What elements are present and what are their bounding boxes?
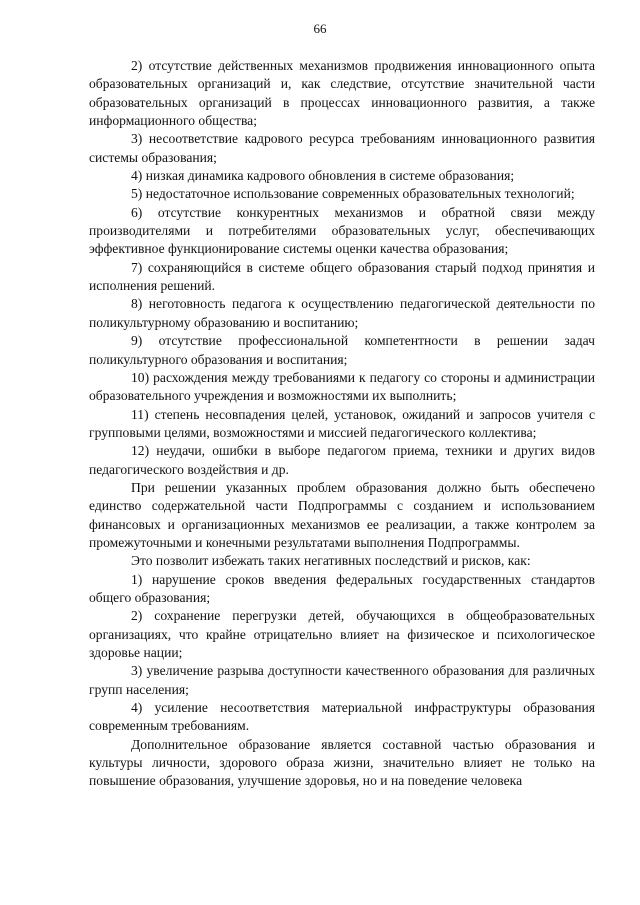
body-text bbox=[89, 57, 595, 791]
paragraph-item-4: 4) низкая динамика кадрового обновления в системе образования; bbox=[131, 168, 515, 184]
paragraph-item-10: 10) расхождения между требованиями к педагогу со стороны и администрации образовательного учреждения и возможностями их выполнить; bbox=[89, 369, 595, 404]
paragraph-item-3: 3) несоответствие кадрового ресурса требованиям инновационного развития системы образования; bbox=[89, 131, 595, 165]
risk-item-1: 1) нарушение сроков введения федеральных государственных стандартов общего образования; bbox=[89, 571, 595, 605]
paragraph-item-9: 9) отсутствие профессиональной компетентности в решении задач поликультурного образования и воспитания; bbox=[89, 333, 595, 367]
paragraph-item-11: 11) степень несовпадения целей, установок, ожиданий и запросов учителя с групповыми целями, возможностями и миссией педагогического коллектива; bbox=[89, 406, 595, 440]
paragraph-item-12: 12) неудачи, ошибки в выборе педагогом приема, техники и других видов педагогического воздействия и др. bbox=[89, 443, 595, 477]
paragraph-item-2: 2) отсутствие действенных механизмов продвижения инновационного опыта образовательных организаций и, как следствие, отсутствие значительной части образовательных организаций в процессах инновационного развития, а также информационного общества; bbox=[89, 58, 595, 129]
risk-item-3: 3) увеличение разрыва доступности качественного образования для различных групп населения; bbox=[89, 663, 595, 697]
paragraph-item-8: 8) неготовность педагога к осуществлению педагогической деятельности по поликультурному образованию и воспитанию; bbox=[89, 296, 595, 330]
risk-item-2: 2) сохранение перегрузки детей, обучающихся в общеобразовательных организациях, что крайне отрицательно влияет на физическое и психологическое здоровье нации; bbox=[89, 608, 595, 660]
page-number: 66 bbox=[313, 21, 327, 36]
paragraph-item-7: 7) сохраняющийся в системе общего образования старый подход принятия и исполнения решений. bbox=[89, 259, 595, 294]
paragraph-item-6: 6) отсутствие конкурентных механизмов и обратной связи между производителями и потребителями образовательных услуг, обеспечивающих эффективное функционирование системы оценки качества образования; bbox=[89, 204, 595, 257]
paragraph-risks-intro: Это позволит избежать таких негативных последствий и рисков, как: bbox=[131, 553, 531, 569]
paragraph-additional-education: Дополнительное образование является составной частью образования и культуры личности, здорового образа жизни, значительно влияет не только на повышение образования, улучшение здоровья, но и на поведение человека bbox=[89, 736, 595, 789]
paragraph-problem-solving: При решении указанных проблем образования должно быть обеспечено единство содержательной части Подпрограммы с созданием и использованием финансовых и организационных механизмов ее реализации, а также контролем за промежуточными и конечными результатами выполнения Подпрограммы. bbox=[89, 479, 595, 550]
risk-item-4: 4) усиление несоответствия материальной инфраструктуры образования современным требованиям. bbox=[89, 700, 595, 734]
paragraph-item-5: 5) недостаточное использование современных образовательных технологий; bbox=[131, 186, 575, 202]
